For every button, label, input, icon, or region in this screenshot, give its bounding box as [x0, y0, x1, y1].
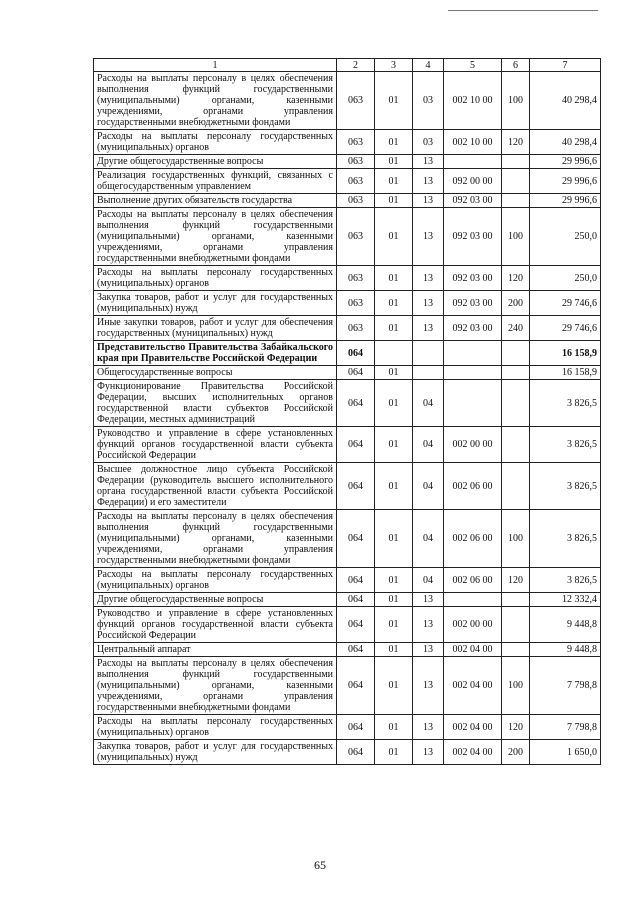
amount-cell: 29 746,6: [530, 316, 601, 341]
expense-type-code-cell: [502, 169, 530, 194]
table-row: [94, 194, 601, 208]
table-row: [94, 510, 601, 568]
amount-cell: 16 158,9: [530, 341, 601, 366]
amount-cell: 250,0: [530, 208, 601, 266]
amount-cell: 1 650,0: [530, 740, 601, 765]
row-name-cell: Расходы на выплаты персоналу государственных (муниципальных) органов: [94, 568, 337, 593]
ministry-code-cell: 064: [337, 380, 375, 427]
expense-type-code-cell: [502, 155, 530, 169]
subsection-code-cell: 04: [413, 463, 444, 510]
section-code-cell: 01: [375, 380, 413, 427]
target-article-code-cell: 002 10 00: [444, 130, 502, 155]
expense-type-code-cell: 200: [502, 291, 530, 316]
row-name-cell: Расходы на выплаты персоналу государственных (муниципальных) органов: [94, 715, 337, 740]
subsection-code-cell: 13: [413, 194, 444, 208]
row-name-cell: Выполнение других обязательств государства: [94, 194, 337, 208]
section-code-cell: 01: [375, 316, 413, 341]
row-name-cell: Реализация государственных функций, связанных с общегосударственным управлением: [94, 169, 337, 194]
target-article-code-cell: 002 04 00: [444, 643, 502, 657]
row-name-cell: Расходы на выплаты персоналу в целях обеспечения выполнения функций государственными (муниципальными) органами, казенными учреждениями, органами управления государственными внебюджетными фондами: [94, 208, 337, 266]
row-name-cell: Закупка товаров, работ и услуг для государственных (муниципальных) нужд: [94, 291, 337, 316]
expense-type-code-cell: 240: [502, 316, 530, 341]
expense-type-code-cell: 120: [502, 568, 530, 593]
table-row: [94, 568, 601, 593]
subsection-code-cell: 13: [413, 740, 444, 765]
amount-cell: 250,0: [530, 266, 601, 291]
ministry-code-cell: 063: [337, 194, 375, 208]
table-row: [94, 715, 601, 740]
section-code-cell: 01: [375, 510, 413, 568]
header-cell: 1: [94, 59, 337, 72]
subsection-code-cell: 04: [413, 568, 444, 593]
target-article-code-cell: [444, 380, 502, 427]
subsection-code-cell: 13: [413, 208, 444, 266]
row-name-cell: Руководство и управление в сфере установленных функций органов государственной власти субъекта Российской Федерации: [94, 427, 337, 463]
subsection-code-cell: 13: [413, 657, 444, 715]
page-number: 65: [314, 858, 326, 872]
table-row: [94, 341, 601, 366]
expense-type-code-cell: 100: [502, 208, 530, 266]
section-code-cell: 01: [375, 266, 413, 291]
table-row: [94, 316, 601, 341]
amount-cell: 16 158,9: [530, 366, 601, 380]
section-code-cell: 01: [375, 155, 413, 169]
target-article-code-cell: 002 10 00: [444, 72, 502, 130]
expense-type-code-cell: [502, 463, 530, 510]
row-name-cell: Центральный аппарат: [94, 643, 337, 657]
table-row: [94, 657, 601, 715]
target-article-code-cell: 002 06 00: [444, 463, 502, 510]
section-code-cell: 01: [375, 72, 413, 130]
target-article-code-cell: 092 03 00: [444, 291, 502, 316]
ministry-code-cell: 064: [337, 463, 375, 510]
ministry-code-cell: 064: [337, 568, 375, 593]
row-name-cell: Высшее должностное лицо субъекта Российской Федерации (руководитель высшего исполнительного органа государственной власти субъекта Российской Федерации) и его заместители: [94, 463, 337, 510]
expense-type-code-cell: [502, 366, 530, 380]
header-cell: 5: [444, 59, 502, 72]
section-code-cell: 01: [375, 194, 413, 208]
subsection-code-cell: 13: [413, 593, 444, 607]
target-article-code-cell: 092 03 00: [444, 316, 502, 341]
section-code-cell: 01: [375, 740, 413, 765]
header-cell: 3: [375, 59, 413, 72]
table-row: [94, 463, 601, 510]
target-article-code-cell: [444, 366, 502, 380]
subsection-code-cell: 13: [413, 607, 444, 643]
amount-cell: 3 826,5: [530, 380, 601, 427]
ministry-code-cell: 063: [337, 266, 375, 291]
table-row: [94, 643, 601, 657]
expense-type-code-cell: 100: [502, 510, 530, 568]
header-cell: 4: [413, 59, 444, 72]
target-article-code-cell: 002 04 00: [444, 715, 502, 740]
expense-type-code-cell: 120: [502, 130, 530, 155]
section-code-cell: 01: [375, 607, 413, 643]
table-row: [94, 155, 601, 169]
target-article-code-cell: 092 03 00: [444, 208, 502, 266]
amount-cell: 3 826,5: [530, 427, 601, 463]
ministry-code-cell: 064: [337, 427, 375, 463]
row-name-cell: Другие общегосударственные вопросы: [94, 593, 337, 607]
table-row: [94, 607, 601, 643]
section-code-cell: 01: [375, 291, 413, 316]
table-row: [94, 380, 601, 427]
amount-cell: 40 298,4: [530, 130, 601, 155]
row-name-cell: Другие общегосударственные вопросы: [94, 155, 337, 169]
expense-type-code-cell: 120: [502, 715, 530, 740]
ministry-code-cell: 064: [337, 593, 375, 607]
target-article-code-cell: 002 06 00: [444, 510, 502, 568]
amount-cell: 29 996,6: [530, 194, 601, 208]
subsection-code-cell: 13: [413, 169, 444, 194]
row-name-cell: Иные закупки товаров, работ и услуг для обеспечения государственных (муниципальных) нужд: [94, 316, 337, 341]
section-code-cell: 01: [375, 643, 413, 657]
section-code-cell: 01: [375, 463, 413, 510]
subsection-code-cell: 13: [413, 266, 444, 291]
subsection-code-cell: 04: [413, 427, 444, 463]
subsection-code-cell: 13: [413, 291, 444, 316]
expense-type-code-cell: [502, 341, 530, 366]
header-row: [94, 59, 601, 72]
expense-type-code-cell: 120: [502, 266, 530, 291]
table-row: [94, 208, 601, 266]
amount-cell: 9 448,8: [530, 643, 601, 657]
row-name-cell: Расходы на выплаты персоналу государственных (муниципальных) органов: [94, 130, 337, 155]
subsection-code-cell: 13: [413, 155, 444, 169]
expense-type-code-cell: [502, 593, 530, 607]
ministry-code-cell: 064: [337, 657, 375, 715]
ministry-code-cell: 063: [337, 169, 375, 194]
section-code-cell: 01: [375, 593, 413, 607]
target-article-code-cell: 002 06 00: [444, 568, 502, 593]
section-code-cell: 01: [375, 366, 413, 380]
ministry-code-cell: 064: [337, 510, 375, 568]
amount-cell: 40 298,4: [530, 72, 601, 130]
target-article-code-cell: 092 00 00: [444, 169, 502, 194]
ministry-code-cell: 063: [337, 291, 375, 316]
target-article-code-cell: [444, 155, 502, 169]
row-name-cell: Функционирование Правительства Российской Федерации, высших исполнительных органов государственной власти субъектов Российской Федерации, местных администраций: [94, 380, 337, 427]
header-cell: 7: [530, 59, 601, 72]
subsection-code-cell: 03: [413, 72, 444, 130]
subsection-code-cell: [413, 341, 444, 366]
row-name-cell: Общегосударственные вопросы: [94, 366, 337, 380]
expense-type-code-cell: 100: [502, 657, 530, 715]
ministry-code-cell: 063: [337, 72, 375, 130]
ministry-code-cell: 063: [337, 130, 375, 155]
subsection-code-cell: 03: [413, 130, 444, 155]
amount-cell: 3 826,5: [530, 510, 601, 568]
target-article-code-cell: [444, 593, 502, 607]
ministry-code-cell: 063: [337, 155, 375, 169]
subsection-code-cell: 13: [413, 643, 444, 657]
header-cell: 2: [337, 59, 375, 72]
target-article-code-cell: 002 04 00: [444, 657, 502, 715]
target-article-code-cell: 002 04 00: [444, 740, 502, 765]
section-code-cell: [375, 341, 413, 366]
amount-cell: 29 996,6: [530, 169, 601, 194]
amount-cell: 3 826,5: [530, 568, 601, 593]
section-code-cell: 01: [375, 657, 413, 715]
amount-cell: 7 798,8: [530, 657, 601, 715]
table-row: [94, 366, 601, 380]
row-name-cell: Руководство и управление в сфере установленных функций органов государственной власти субъекта Российской Федерации: [94, 607, 337, 643]
table-row: [94, 291, 601, 316]
expense-type-code-cell: [502, 194, 530, 208]
subsection-code-cell: 13: [413, 715, 444, 740]
expense-type-code-cell: [502, 643, 530, 657]
subsection-code-cell: 04: [413, 510, 444, 568]
ministry-code-cell: 064: [337, 715, 375, 740]
ministry-code-cell: 063: [337, 208, 375, 266]
section-code-cell: 01: [375, 568, 413, 593]
budget-table: [93, 58, 601, 765]
target-article-code-cell: 002 00 00: [444, 427, 502, 463]
row-name-cell: Расходы на выплаты персоналу в целях обеспечения выполнения функций государственными (муниципальными) органами, казенными учреждениями, органами управления государственными внебюджетными фондами: [94, 72, 337, 130]
expense-type-code-cell: 100: [502, 72, 530, 130]
ministry-code-cell: 064: [337, 740, 375, 765]
expense-type-code-cell: [502, 607, 530, 643]
target-article-code-cell: 002 00 00: [444, 607, 502, 643]
subsection-code-cell: 04: [413, 380, 444, 427]
section-code-cell: 01: [375, 130, 413, 155]
ministry-code-cell: 064: [337, 607, 375, 643]
expense-type-code-cell: [502, 380, 530, 427]
target-article-code-cell: 092 03 00: [444, 266, 502, 291]
ministry-code-cell: 064: [337, 341, 375, 366]
header-cell: 6: [502, 59, 530, 72]
table-row: [94, 169, 601, 194]
expense-type-code-cell: [502, 427, 530, 463]
subsection-code-cell: [413, 366, 444, 380]
ministry-code-cell: 064: [337, 366, 375, 380]
row-name-cell: Расходы на выплаты персоналу в целях обеспечения выполнения функций государственными (муниципальными) органами, казенными учреждениями, органами управления государственными внебюджетными фондами: [94, 657, 337, 715]
amount-cell: 3 826,5: [530, 463, 601, 510]
table-row: [94, 427, 601, 463]
section-code-cell: 01: [375, 208, 413, 266]
target-article-code-cell: 092 03 00: [444, 194, 502, 208]
section-code-cell: 01: [375, 427, 413, 463]
amount-cell: 9 448,8: [530, 607, 601, 643]
target-article-code-cell: [444, 341, 502, 366]
ministry-code-cell: 064: [337, 643, 375, 657]
amount-cell: 12 332,4: [530, 593, 601, 607]
table-row: [94, 130, 601, 155]
ministry-code-cell: 063: [337, 316, 375, 341]
amount-cell: 7 798,8: [530, 715, 601, 740]
table-row: [94, 72, 601, 130]
amount-cell: 29 746,6: [530, 291, 601, 316]
subsection-code-cell: 13: [413, 316, 444, 341]
row-name-cell: Представительство Правительства Забайкальского края при Правительстве Российской Федерации: [94, 341, 337, 366]
section-code-cell: 01: [375, 715, 413, 740]
amount-cell: 29 996,6: [530, 155, 601, 169]
table-row: [94, 266, 601, 291]
scan-mark: [448, 10, 598, 11]
section-code-cell: 01: [375, 169, 413, 194]
row-name-cell: Расходы на выплаты персоналу государственных (муниципальных) органов: [94, 266, 337, 291]
table-row: [94, 593, 601, 607]
expense-type-code-cell: 200: [502, 740, 530, 765]
row-name-cell: Закупка товаров, работ и услуг для государственных (муниципальных) нужд: [94, 740, 337, 765]
row-name-cell: Расходы на выплаты персоналу в целях обеспечения выполнения функций государственными (муниципальными) органами, казенными учреждениями, органами управления государственными внебюджетными фондами: [94, 510, 337, 568]
table-row: [94, 740, 601, 765]
